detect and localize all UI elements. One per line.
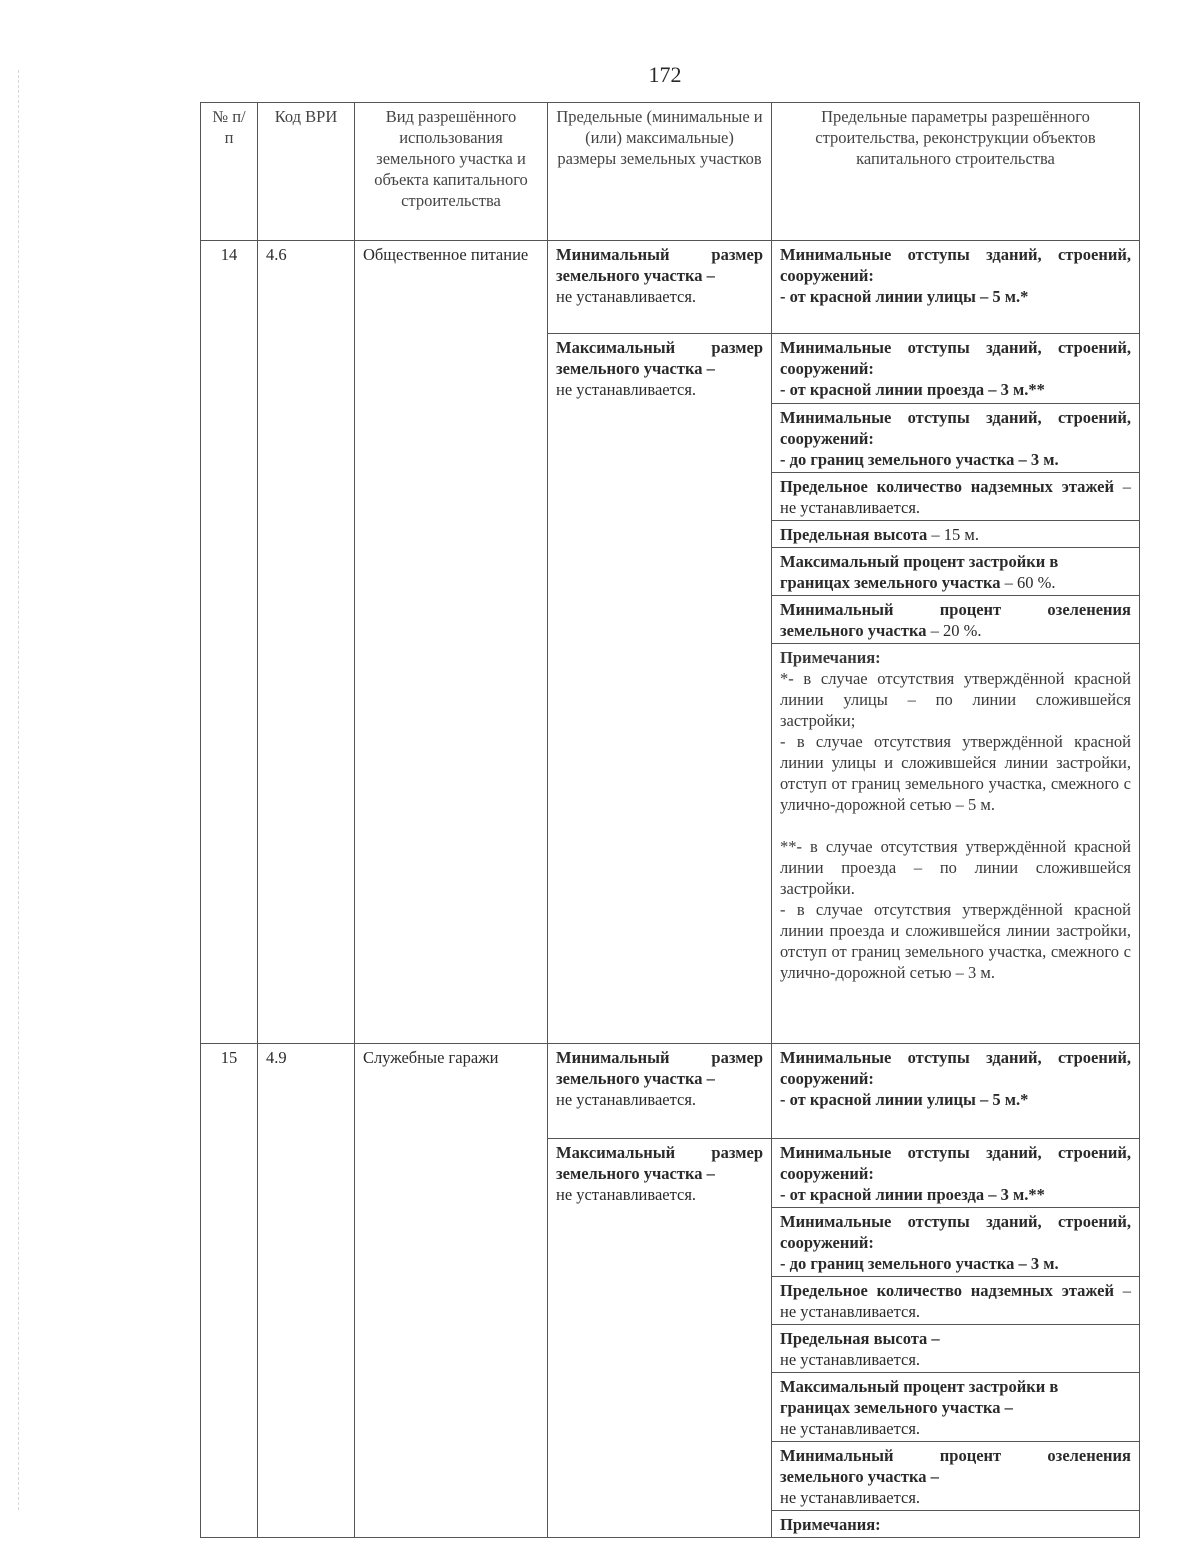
row-use-name: Служебные гаражи — [355, 1044, 548, 1538]
max-size-title: Максимальный размер земельного участка – — [556, 1143, 763, 1183]
param-value: – 60 %. — [1000, 573, 1056, 592]
min-size-cell — [548, 241, 772, 334]
param-cell — [772, 473, 1140, 521]
param-title: Минимальные отступы зданий, строений, сооружений: — [780, 338, 1131, 378]
param-cell — [772, 521, 1140, 548]
notes-title: Примечания: — [780, 1515, 881, 1534]
param-value: - до границ земельного участка – 3 м. — [780, 1254, 1059, 1273]
param-title: Предельная высота — [780, 525, 928, 544]
row-number: 15 — [201, 1044, 258, 1538]
param-value: – не устанавливается. — [780, 1281, 1131, 1321]
min-size-value: не устанавливается. — [556, 287, 697, 306]
param-value: - до границ земельного участка – 3 м. — [780, 450, 1059, 469]
param-title: Максимальный процент застройки в границах земельного участка – — [780, 1377, 1059, 1417]
param-title: Минимальный процент озеленения земельного участка – — [780, 1446, 1131, 1486]
note-paragraph: **- в случае отсутствия утверждённой красной линии проезда – по линии сложившейся застройки. — [780, 837, 1131, 898]
max-size-value: не устанавливается. — [556, 380, 697, 399]
min-size-cell — [548, 1044, 772, 1139]
param-value: – не устанавливается. — [780, 477, 1131, 517]
param-value: - от красной линии улицы – 5 м.* — [780, 1090, 1029, 1109]
param-cell — [772, 596, 1140, 644]
note-paragraph: *- в случае отсутствия утверждённой красной линии улицы – по линии сложившейся застройки; — [780, 669, 1131, 730]
param-value: – 20 %. — [926, 621, 982, 640]
zoning-table — [200, 102, 1140, 1538]
param-value: не устанавливается. — [780, 1488, 921, 1507]
header-row — [201, 103, 1140, 241]
max-size-value: не устанавливается. — [556, 1185, 697, 1204]
param-cell — [772, 1277, 1140, 1325]
param-title: Предельное количество надземных этажей — [780, 1281, 1114, 1300]
param-value: - от красной линии проезда – 3 м.** — [780, 1185, 1045, 1204]
note-paragraph: - в случае отсутствия утверждённой красной линии проезда и сложившейся линии застройки, отступ от границ земельного участка, смежного с улично-дорожной сетью – 3 м. — [780, 900, 1131, 982]
param-cell — [772, 548, 1140, 596]
note-spacer — [780, 815, 1131, 836]
param-title: Предельная высота – — [780, 1329, 940, 1348]
row-use-name: Общественное питание — [355, 241, 548, 1044]
param-title: Минимальный процент озеленения земельного участка — [780, 600, 1131, 640]
notes-cell — [772, 1511, 1140, 1538]
param-cell — [772, 1208, 1140, 1277]
page-number: 172 — [648, 62, 682, 87]
header-num: № п/п — [201, 103, 258, 241]
notes-title: Примечания: — [780, 648, 881, 667]
header-params: Предельные параметры разрешённого строительства, реконструкции объектов капитального строительства — [772, 103, 1140, 241]
notes-cell — [772, 644, 1140, 1044]
note-paragraph: - в случае отсутствия утверждённой красной линии улицы и сложившейся линии застройки, отступ от границ земельного участка, смежного с улично-дорожной сетью – 5 м. — [780, 732, 1131, 814]
min-size-title: Минимальный размер земельного участка – — [556, 1048, 763, 1088]
param-cell — [772, 241, 1140, 334]
param-value: – 15 м. — [927, 525, 979, 544]
max-size-cell — [548, 334, 772, 1044]
param-cell — [772, 334, 1140, 404]
param-value: - от красной линии улицы – 5 м.* — [780, 287, 1029, 306]
header-size: Предельные (минимальные и (или) максимальные) размеры земельных участков — [548, 103, 772, 241]
param-cell — [772, 1373, 1140, 1442]
param-title: Минимальные отступы зданий, строений, сооружений: — [780, 1143, 1131, 1183]
table-row — [201, 1044, 1140, 1139]
header-use: Вид разрешённого использования земельного участка и объекта капитального строительства — [355, 103, 548, 241]
param-value: не устанавливается. — [780, 1419, 921, 1438]
param-title: Минимальные отступы зданий, строений, сооружений: — [780, 1048, 1131, 1088]
row-code: 4.6 — [258, 241, 355, 1044]
min-size-title: Минимальный размер земельного участка – — [556, 245, 763, 285]
param-cell — [772, 1139, 1140, 1208]
param-cell — [772, 1044, 1140, 1139]
max-size-title: Максимальный размер земельного участка – — [556, 338, 763, 378]
table-row — [201, 241, 1140, 334]
max-size-cell — [548, 1139, 772, 1538]
param-title: Минимальные отступы зданий, строений, сооружений: — [780, 1212, 1131, 1252]
param-title: Минимальные отступы зданий, строений, сооружений: — [780, 245, 1131, 285]
row-number: 14 — [201, 241, 258, 1044]
row-code: 4.9 — [258, 1044, 355, 1538]
param-title: Максимальный процент застройки в границах земельного участка — [780, 552, 1059, 592]
header-code: Код ВРИ — [258, 103, 355, 241]
param-value: - от красной линии проезда – 3 м.** — [780, 380, 1045, 399]
param-cell — [772, 1442, 1140, 1511]
param-cell — [772, 404, 1140, 473]
param-value: не устанавливается. — [780, 1350, 921, 1369]
param-cell — [772, 1325, 1140, 1373]
scan-edge-mark — [18, 70, 20, 1510]
param-title: Минимальные отступы зданий, строений, сооружений: — [780, 408, 1131, 448]
min-size-value: не устанавливается. — [556, 1090, 697, 1109]
param-title: Предельное количество надземных этажей — [780, 477, 1114, 496]
